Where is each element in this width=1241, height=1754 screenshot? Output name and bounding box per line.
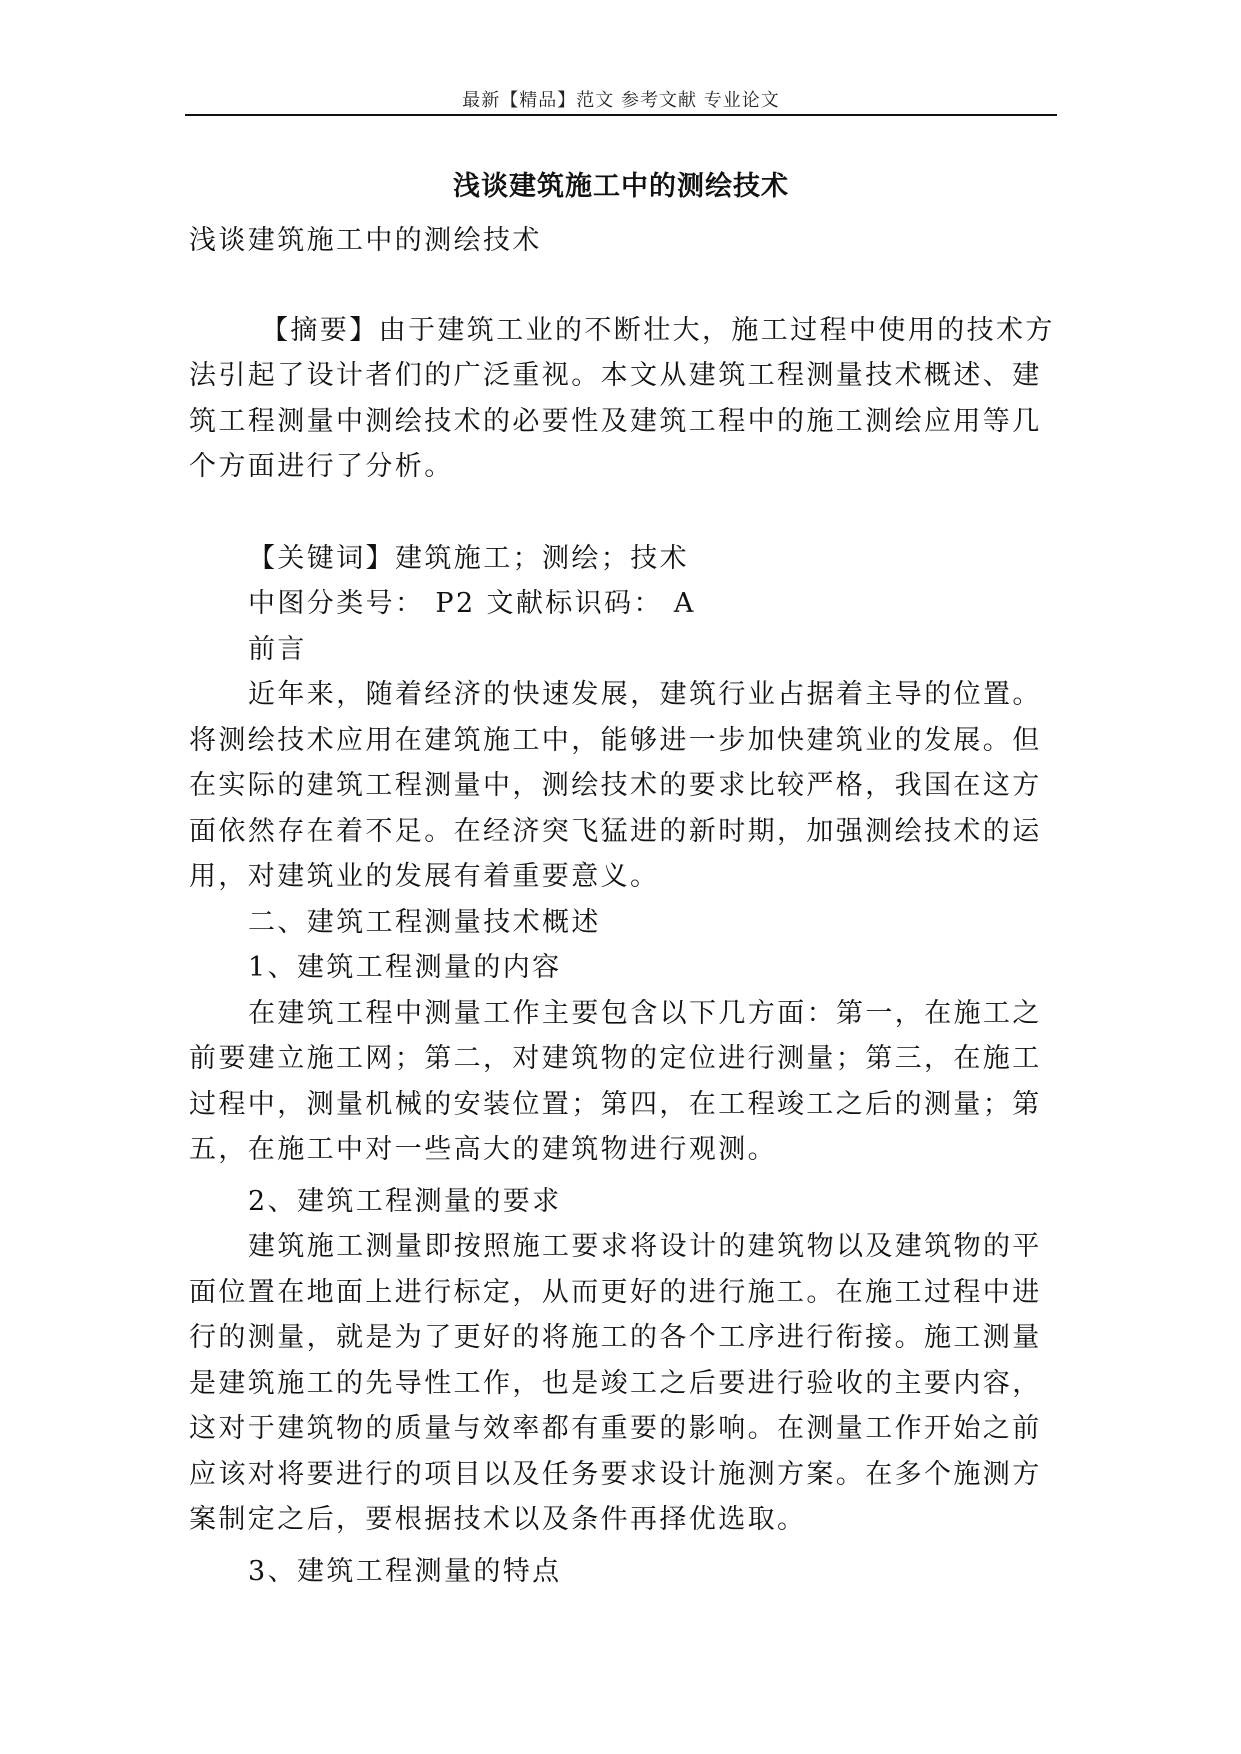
body-paragraph: 建筑施工测量即按照施工要求将设计的建筑物以及建筑物的平面位置在地面上进行标定，从而更好的进行施工。在施工过程中进行的测量，就是为了更好的将施工的各个工序进行衔接。施工测量是建筑施工的先导性工作，也是竣工之后要进行验收的主要内容，这对于建筑物的质量与效率都有重要的影响。在测量工作开始之前应该对将要进行的项目以及任务要求设计施测方案。在多个施测方案制定之后，要根据技术以及条件再择优选取。 <box>189 1231 1042 1535</box>
header-divider <box>185 114 1057 116</box>
body-paragraph: 在建筑工程中测量工作主要包含以下几方面：第一，在施工之前要建立施工网；第二，对建筑物的定位进行测量；第三，在施工过程中，测量机械的安装位置；第四，在工程竣工之后的测量；第五，在施工中对一些高大的建筑物进行观测。 <box>189 997 1042 1165</box>
keywords-line: 【关键词】建筑施工；测绘；技术 <box>248 542 689 574</box>
preface-heading: 前言 <box>248 633 307 665</box>
section-heading: 二、建筑工程测量技术概述 <box>248 906 601 938</box>
subsection-heading: 3、建筑工程测量的特点 <box>248 1555 562 1587</box>
subsection-heading: 1、建筑工程测量的内容 <box>248 952 562 983</box>
document-body <box>189 218 1059 1594</box>
abstract-paragraph: 【摘要】由于建筑工业的不断壮大，施工过程中使用的技术方法引起了设计者们的广泛重视。本文从建筑工程测量技术概述、建筑工程测量中测绘技术的必要性及建筑工程中的施工测绘应用等几个方面进行了分析。 <box>189 314 1055 482</box>
classification-line: 中图分类号： P2 文献标识码： A <box>248 588 696 619</box>
document-title: 浅谈建筑施工中的测绘技术 <box>453 171 789 202</box>
preface-paragraph: 近年来，随着经济的快速发展，建筑行业占据着主导的位置。将测绘技术应用在建筑施工中，能够进一步加快建筑业的发展。但在实际的建筑工程测量中，测绘技术的要求比较严格，我国在这方面依然存在着不足。在经济突飞猛进的新时期，加强测绘技术的运用，对建筑业的发展有着重要意义。 <box>189 679 1042 892</box>
page-header: 最新【精品】范文 参考文献 专业论文 <box>462 90 780 111</box>
document-subtitle: 浅谈建筑施工中的测绘技术 <box>189 225 542 256</box>
subsection-heading: 2、建筑工程测量的要求 <box>248 1185 562 1217</box>
